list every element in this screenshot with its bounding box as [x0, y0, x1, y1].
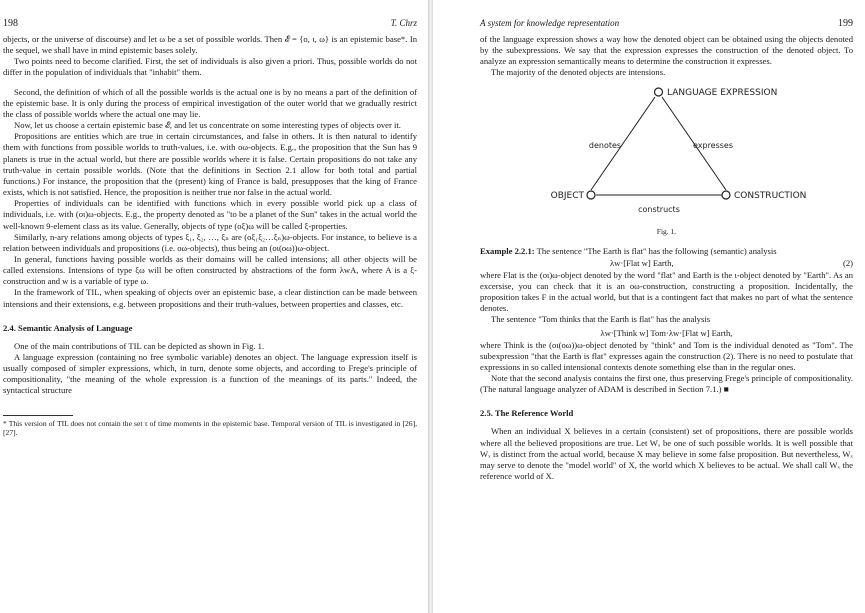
- paragraph: Second, the definition of which of all the possible worlds is the actual one is by no means a part of the definition of the epistemic base. It is only during the process of empirical investigation of the outer world that we gradually restrict the class of possible worlds where the actual one may lie.: [3, 86, 417, 119]
- right-page-header: [480, 18, 853, 29]
- paragraph: Properties of individuals can be identified with functions which in every possible world pick up a class of individuals, i.e. with (οι)ω-objects. E.g., the property denoted as "to be a planet of the Sun" takes in the actual world the well-known 9-element class as its value. Generally, objects of type (οξ)ω will be called ξ-properties.: [3, 198, 417, 231]
- paragraph: Now, let us choose a certain epistemic base 𝓔, and let us concentrate on some interesting types of objects over it.: [14, 120, 401, 131]
- construction-node: [722, 191, 730, 199]
- paragraph: The sentence "Tom thinks that the Earth is flat" has the analysis: [491, 314, 711, 325]
- figure-1: [480, 79, 853, 231]
- triangle-diagram: [480, 79, 853, 231]
- language-expression-node: [655, 88, 663, 96]
- paragraph: In general, functions having possible worlds as their domains will be called intensions; all other objects will be called extensions. Intensions of type ξω will be often constructed by abstractions of the form λwA, where A is a ξ-construction and w is a variable of type ω.: [3, 253, 417, 287]
- edge-label-expresses: expresses: [692, 140, 734, 150]
- section-heading: 2.4. Semantic Analysis of Language: [3, 322, 133, 333]
- paragraph: where Flat is the (οι)ω-object denoted by the word "flat" and Earth is the ι-object denoted by "Earth". As an excersise, you can check that it is an οω-construction, constructing a proposition. Incidentally, the proposition takes F in the actual world, but that is a contingent fact that makes no part of what the sentence denotes.: [480, 269, 853, 314]
- paragraph: The majority of the denoted objects are intensions.: [491, 67, 666, 78]
- edge-label-denotes: denotes: [588, 140, 622, 150]
- formula: λw·[Flat w] Earth,: [610, 257, 674, 268]
- node-label-language-expression: LANGUAGE EXPRESSION: [667, 87, 778, 98]
- page-number: 198: [3, 18, 18, 29]
- paragraph: objects, or the universe of discourse) and let ω be a set of possible worlds. Then 𝓔 = {o, ι, ω} is an epistemic base*. In the sequel, we shall have in mind epistemic bases solely.: [3, 34, 417, 56]
- footnote-rule: [3, 415, 73, 416]
- paragraph: of the language expression shows a way how the denoted object can be obtained using the objects denoted by the subexpressions. We say that the expression expresses the construction of the denoted object. To analyze an expression semantically means to determine the construction it expresses.: [480, 34, 853, 67]
- paragraph: Propositions are entities which are true in certain circumstances, and false in others. It is then natural to identify them with functions from possible worlds to truth-values, i.e. with οω-objects. E.g., the proposition that the Sun has 9 planets is true in the actual world, but there are possible worlds where it is false. Certain propositions do not take any truth-value in certain possible worlds. (Note that the definitions in Section 2.1 allow for both total and partial functions.) For instance, the proposition that the (present) king of France is bald, presupposes that the king of France exists, which is not satisfied. Hence, the proposition is neither true nor false in the actual world.: [3, 131, 417, 198]
- equation-2: [480, 257, 853, 270]
- equation-number: (2): [842, 257, 853, 268]
- section-heading: 2.5. The Reference World: [480, 408, 574, 419]
- page-number: 199: [838, 18, 853, 29]
- node-label-object: OBJECT: [550, 190, 584, 201]
- paragraph: When an individual X believes in a certain (consistent) set of propositions, there are possible worlds where all the believed propositions are true. Let Wₓ be one of such possible worlds. It is well possible that Wₓ is distinct from the actual world, because X may believe in some false proposition. But nevertheless, Wₓ may serve to denote the "model world" of X, the world which X believes to be actual. We shall call Wₓ the reference world of X.: [480, 426, 853, 481]
- edge-label-constructs: constructs: [638, 204, 680, 214]
- paragraph: Similarly, n-ary relations among objects of types ξ₁, ξ₂, …, ξₙ are (οξ₁ξ₂…ξₙ)ω-objects. For instance, to believe is a relation between individuals and propositions (i.e. οω-objects), thus being an (οι(οω))ω-object.: [3, 231, 417, 253]
- paragraph: Two points need to become clarified. First, the set of individuals is also given a priori. Thus, possible worlds do not differ in the population of individuals that "inhabit" them.: [3, 56, 417, 78]
- footnote: * This version of TIL does not contain the set τ of time moments in the epistemic base. Temporal version of TIL is investigated in [26], [27].: [3, 418, 417, 438]
- paragraph: where Think is the (οι(οω))ω-object denoted by "think" and Tom is the individual denoted as "Tom". The subexpression "that the Earth is flat" expresses again the construction (2). There is no need to postulate that expressions in so called intensional contexts denote something else than in the regular ones.: [480, 339, 853, 372]
- example-label: Example 2.2.1:: [480, 245, 535, 256]
- node-label-construction: CONSTRUCTION: [734, 190, 807, 201]
- running-head: A system for knowledge representation: [480, 18, 620, 28]
- paragraph: A language expression (containing no free symbolic variable) denotes an object. The language expression itself is usually composed of simpler expressions, which, in turn, denote some objects, and according to Frege's principle of compositionality, "the meaning of the whole expression is a function of the meanings of its parts." Indeed, the syntactical structure: [3, 351, 417, 396]
- paragraph: Note that the second analysis contains the first one, thus preserving Frege's principle of compositionality. (The natural language analyzer of ADAM is described in Section 7.1.) ■: [480, 373, 853, 395]
- left-page-header: [3, 18, 417, 29]
- example-paragraph: [480, 246, 853, 257]
- formula-tom: λw·[Think w] Tom·λw·[Flat w] Earth,: [600, 327, 733, 338]
- right-page: [433, 0, 865, 613]
- object-node: [587, 191, 595, 199]
- figure-caption: Fig. 1.: [656, 226, 677, 236]
- running-author: T. Chrz: [390, 18, 417, 28]
- example-text: The sentence "The Earth is flat" has the following (semantic) analysis: [536, 245, 777, 256]
- paragraph: In the framework of TIL, when speaking of objects over an epistemic base, a clear distinction can be made between intensions and their extensions, e.g. between propositions and their truth-values, between properties and classes, etc.: [3, 287, 417, 309]
- paragraph: One of the main contributions of TIL can be depicted as shown in Fig. 1.: [14, 340, 265, 351]
- left-page: [0, 0, 425, 613]
